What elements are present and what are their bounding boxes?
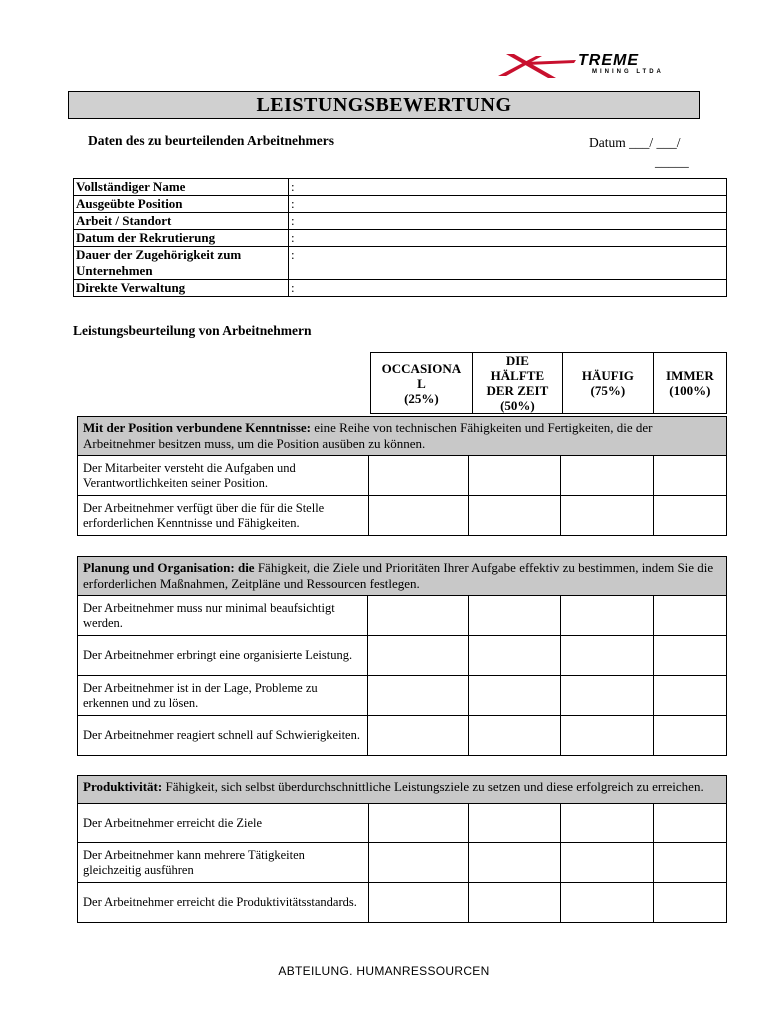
rating-column-occasional: OCCASIONA L (25%): [371, 353, 473, 414]
rating-cell[interactable]: [560, 636, 653, 676]
criterion-text: Der Arbeitnehmer erreicht die Produktivitätsstandards.: [78, 883, 369, 923]
rating-cell[interactable]: [368, 636, 469, 676]
info-value-field[interactable]: :: [289, 247, 727, 280]
info-label: Dauer der Zugehörigkeit zum Unternehmen: [74, 247, 289, 280]
rating-cell[interactable]: [368, 676, 469, 716]
rating-cell[interactable]: [560, 456, 653, 496]
criterion-row: [78, 496, 727, 536]
info-row-location: [74, 213, 727, 230]
rating-cell[interactable]: [469, 883, 561, 923]
criterion-text: Der Arbeitnehmer ist in der Lage, Probleme zu erkennen und zu lösen.: [78, 676, 368, 716]
rating-cell[interactable]: [368, 883, 468, 923]
rating-cell[interactable]: [653, 676, 726, 716]
info-value-field[interactable]: :: [289, 213, 727, 230]
rating-cell[interactable]: [469, 843, 561, 883]
info-row-name: [74, 179, 727, 196]
criterion-text: Der Mitarbeiter versteht die Aufgaben und Verantwortlichkeiten seiner Position.: [78, 456, 369, 496]
rating-cell[interactable]: [560, 496, 653, 536]
rating-cell[interactable]: [468, 636, 560, 676]
rating-cell[interactable]: [561, 883, 654, 923]
info-value-field[interactable]: :: [289, 230, 727, 247]
criterion-text: Der Arbeitnehmer erbringt eine organisierte Leistung.: [78, 636, 368, 676]
info-label: Direkte Verwaltung: [74, 280, 289, 297]
rating-cell[interactable]: [368, 843, 468, 883]
criterion-row: [78, 883, 727, 923]
rating-cell[interactable]: [469, 496, 561, 536]
group-header: Planung und Organisation: die Fähigkeit, die Ziele und Prioritäten Ihrer Aufgabe effektiv zu bestimmen, indem Sie die erforderlichen Maßnahmen, Zeitpläne und Ressourcen festlegen.: [78, 557, 727, 596]
rating-column-always: IMMER (100%): [653, 353, 726, 414]
rating-cell[interactable]: [560, 676, 653, 716]
info-value-field[interactable]: :: [289, 280, 727, 297]
date-field: [589, 133, 689, 171]
employee-data-heading: Daten des zu beurteilenden Arbeitnehmers: [88, 133, 334, 148]
criterion-row: [78, 596, 727, 636]
rating-cell[interactable]: [653, 843, 726, 883]
criterion-text: Der Arbeitnehmer reagiert schnell auf Schwierigkeiten.: [78, 716, 368, 756]
rating-cell[interactable]: [468, 676, 560, 716]
info-label: Vollständiger Name: [74, 179, 289, 196]
rating-cell[interactable]: [561, 804, 654, 843]
info-label: Ausgeübte Position: [74, 196, 289, 213]
group-knowledge: [77, 416, 727, 536]
rating-cell[interactable]: [469, 456, 561, 496]
rating-cell[interactable]: [653, 456, 726, 496]
info-label: Arbeit / Standort: [74, 213, 289, 230]
rating-cell[interactable]: [653, 496, 726, 536]
criterion-row: [78, 636, 727, 676]
evaluation-section-heading: Leistungsbeurteilung von Arbeitnehmern: [73, 323, 312, 338]
logo-wordmark: TREME: [578, 52, 639, 69]
criterion-row: [78, 676, 727, 716]
rating-cell[interactable]: [368, 716, 469, 756]
criterion-row: [78, 456, 727, 496]
group-header: Produktivität: Fähigkeit, sich selbst überdurchschnittliche Leistungsziele zu setzen und diese erfolgreich zu erreichen.: [78, 776, 727, 804]
info-row-recruitment-date: [74, 230, 727, 247]
rating-cell[interactable]: [653, 883, 726, 923]
info-value-field[interactable]: :: [289, 196, 727, 213]
employee-info-table: [73, 178, 727, 297]
criterion-row: [78, 716, 727, 756]
rating-scale-header: [370, 352, 727, 414]
criterion-row: [78, 843, 727, 883]
rating-cell[interactable]: [468, 596, 560, 636]
info-row-tenure: [74, 247, 727, 280]
company-logo: [496, 50, 696, 80]
criterion-text: Der Arbeitnehmer verfügt über die für die Stelle erforderlichen Kenntnisse und Fähigkeiten.: [78, 496, 369, 536]
rating-cell[interactable]: [368, 804, 468, 843]
criterion-text: Der Arbeitnehmer kann mehrere Tätigkeiten gleichzeitig ausführen: [78, 843, 369, 883]
info-row-position: [74, 196, 727, 213]
info-label: Datum der Rekrutierung: [74, 230, 289, 247]
rating-cell[interactable]: [368, 596, 469, 636]
rating-cell[interactable]: [560, 716, 653, 756]
group-planning: [77, 556, 727, 756]
criterion-text: Der Arbeitnehmer erreicht die Ziele: [78, 804, 369, 843]
rating-cell[interactable]: [560, 596, 653, 636]
rating-column-half: DIE HÄLFTE DER ZEIT (50%): [472, 353, 562, 414]
info-value-field[interactable]: :: [289, 179, 727, 196]
rating-cell[interactable]: [653, 596, 726, 636]
rating-cell[interactable]: [368, 496, 469, 536]
page-footer: ABTEILUNG. HUMANRESSOURCEN: [278, 964, 490, 978]
rating-cell[interactable]: [653, 804, 726, 843]
criterion-text: Der Arbeitnehmer muss nur minimal beaufsichtigt werden.: [78, 596, 368, 636]
date-line: Datum ___/ ___/: [589, 135, 681, 150]
date-line-year: _____: [655, 154, 689, 169]
group-productivity: [77, 775, 727, 923]
info-row-manager: [74, 280, 727, 297]
logo-tagline: MINING LTDA: [592, 69, 664, 75]
page-title: LEISTUNGSBEWERTUNG: [68, 91, 700, 119]
rating-cell[interactable]: [653, 636, 726, 676]
rating-cell[interactable]: [368, 456, 469, 496]
rating-cell[interactable]: [468, 716, 560, 756]
rating-column-often: HÄUFIG (75%): [562, 353, 653, 414]
rating-cell[interactable]: [653, 716, 726, 756]
group-header: Mit der Position verbundene Kenntnisse: eine Reihe von technischen Fähigkeiten und Fertigkeiten, die der Arbeitnehmer besitzen muss, um die Position ausüben zu können.: [78, 417, 727, 456]
rating-cell[interactable]: [561, 843, 654, 883]
rating-cell[interactable]: [469, 804, 561, 843]
criterion-row: [78, 804, 727, 843]
